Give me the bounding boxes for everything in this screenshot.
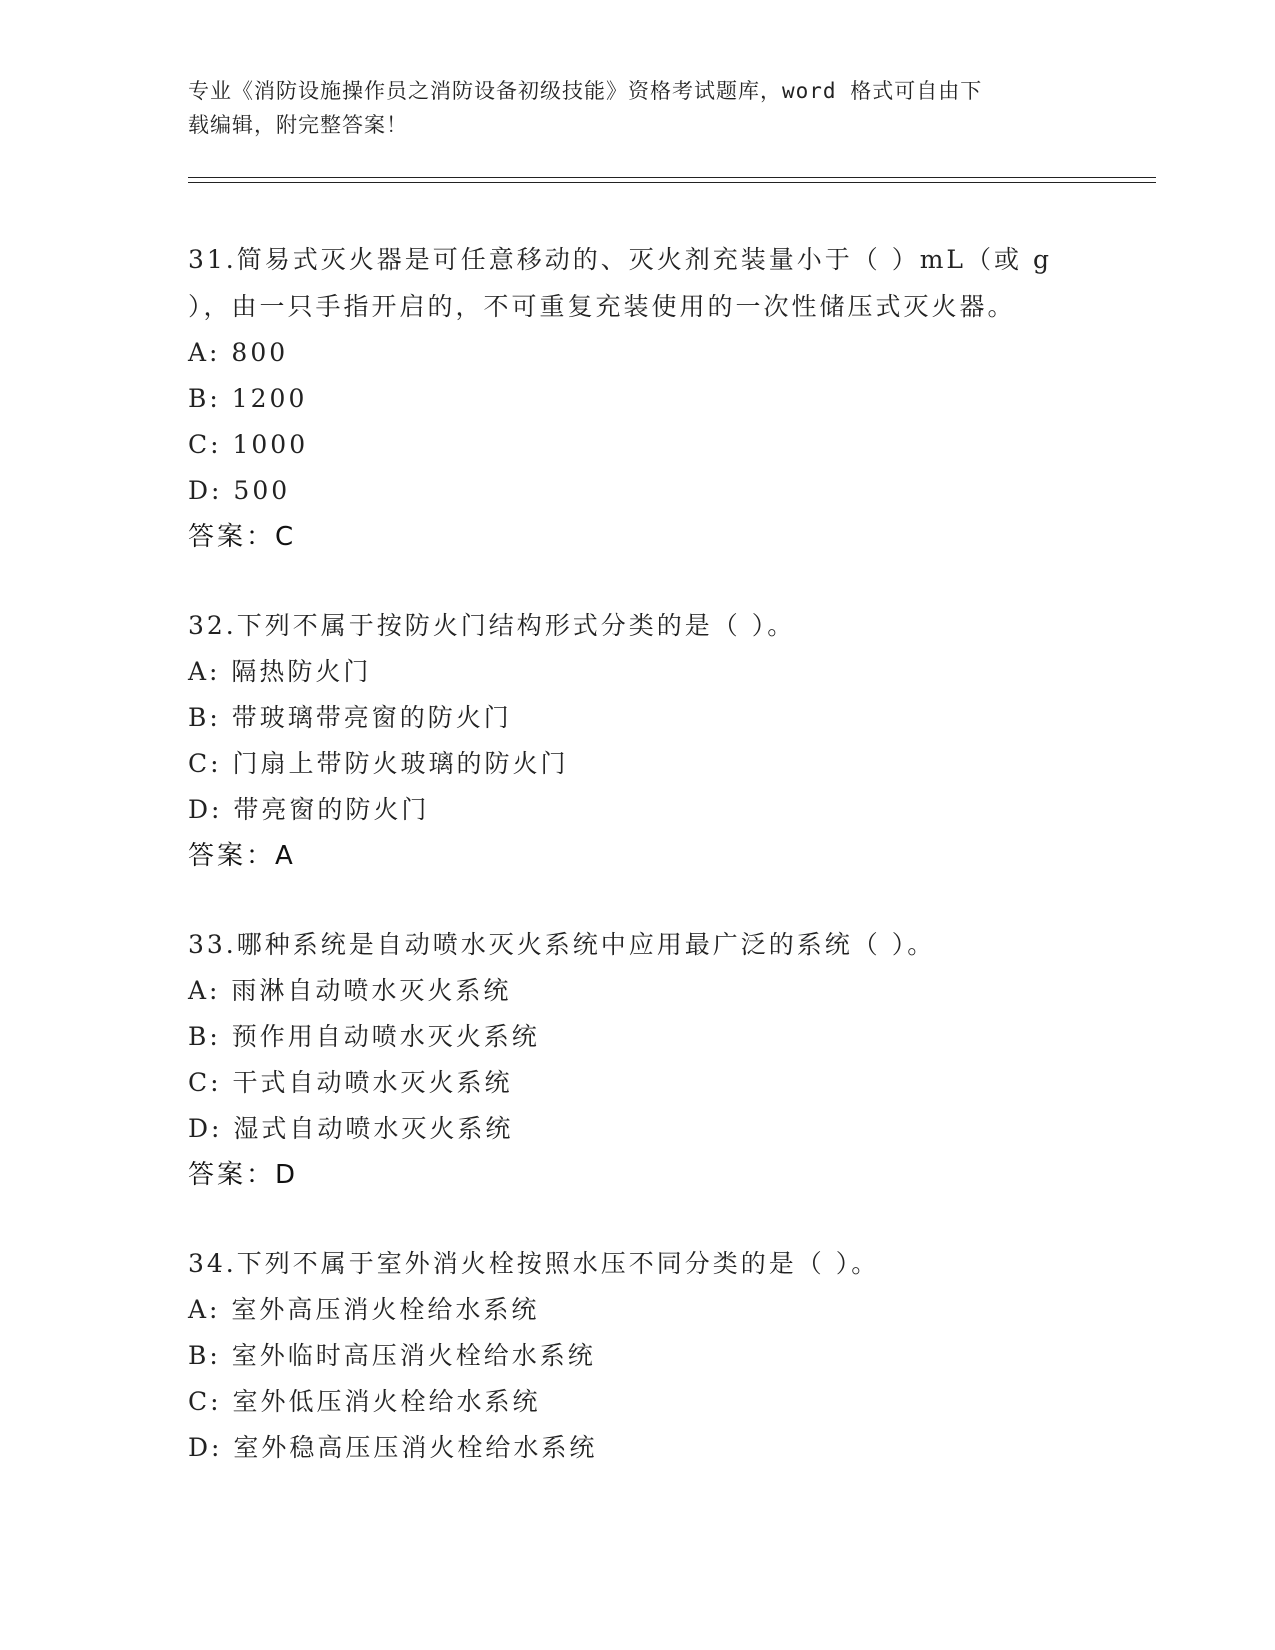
option-d: D: 带亮窗的防火门 — [188, 795, 430, 824]
option-d: D: 500 — [188, 476, 291, 505]
option-b: B: 室外临时高压消火栓给水系统 — [188, 1341, 596, 1370]
option-c: C: 干式自动喷水灭火系统 — [188, 1068, 513, 1097]
option-c: C: 室外低压消火栓给水系统 — [188, 1387, 541, 1416]
document-header — [188, 74, 1088, 142]
question-31 — [188, 236, 1088, 560]
option-a: A: 隔热防火门 — [188, 657, 372, 686]
header-divider-bottom — [188, 182, 1156, 183]
header-line-1: 专业《消防设施操作员之消防设备初级技能》资格考试题库，word 格式可自由下 — [188, 79, 983, 103]
option-d: D: 室外稳高压压消火栓给水系统 — [188, 1433, 598, 1462]
option-a: A: 室外高压消火栓给水系统 — [188, 1295, 540, 1324]
question-text: 33.哪种系统是自动喷水灭火系统中应用最广泛的系统（ ）。 — [188, 930, 936, 959]
header-divider-top — [188, 177, 1156, 178]
option-d: D: 湿式自动喷水灭火系统 — [188, 1114, 514, 1143]
answer: 答案：D — [188, 1160, 299, 1190]
question-text: 32.下列不属于按防火门结构形式分类的是（ ）。 — [188, 611, 796, 640]
question-text: 34.下列不属于室外消火栓按照水压不同分类的是（ ）。 — [188, 1249, 880, 1278]
option-a: A: 800 — [188, 338, 289, 367]
question-text: 31.简易式灭火器是可任意移动的、灭火剂充装量小于（ ）mL（或 g — [188, 245, 1052, 274]
question-list — [188, 236, 1088, 1513]
option-c: C: 1000 — [188, 430, 309, 459]
header-line-2: 载编辑，附完整答案！ — [188, 113, 408, 137]
option-c: C: 门扇上带防火玻璃的防火门 — [188, 749, 569, 778]
question-32 — [188, 602, 1088, 879]
answer: 答案：A — [188, 841, 296, 871]
question-text-continued: ），由一只手指开启的，不可重复充装使用的一次性储压式灭火器。 — [188, 292, 1016, 321]
question-33 — [188, 921, 1088, 1198]
option-b: B: 带玻璃带亮窗的防火门 — [188, 703, 512, 732]
question-34 — [188, 1240, 1088, 1471]
option-b: B: 预作用自动喷水灭火系统 — [188, 1022, 540, 1051]
answer: 答案：C — [188, 522, 297, 552]
option-a: A: 雨淋自动喷水灭火系统 — [188, 976, 512, 1005]
option-b: B: 1200 — [188, 384, 308, 413]
